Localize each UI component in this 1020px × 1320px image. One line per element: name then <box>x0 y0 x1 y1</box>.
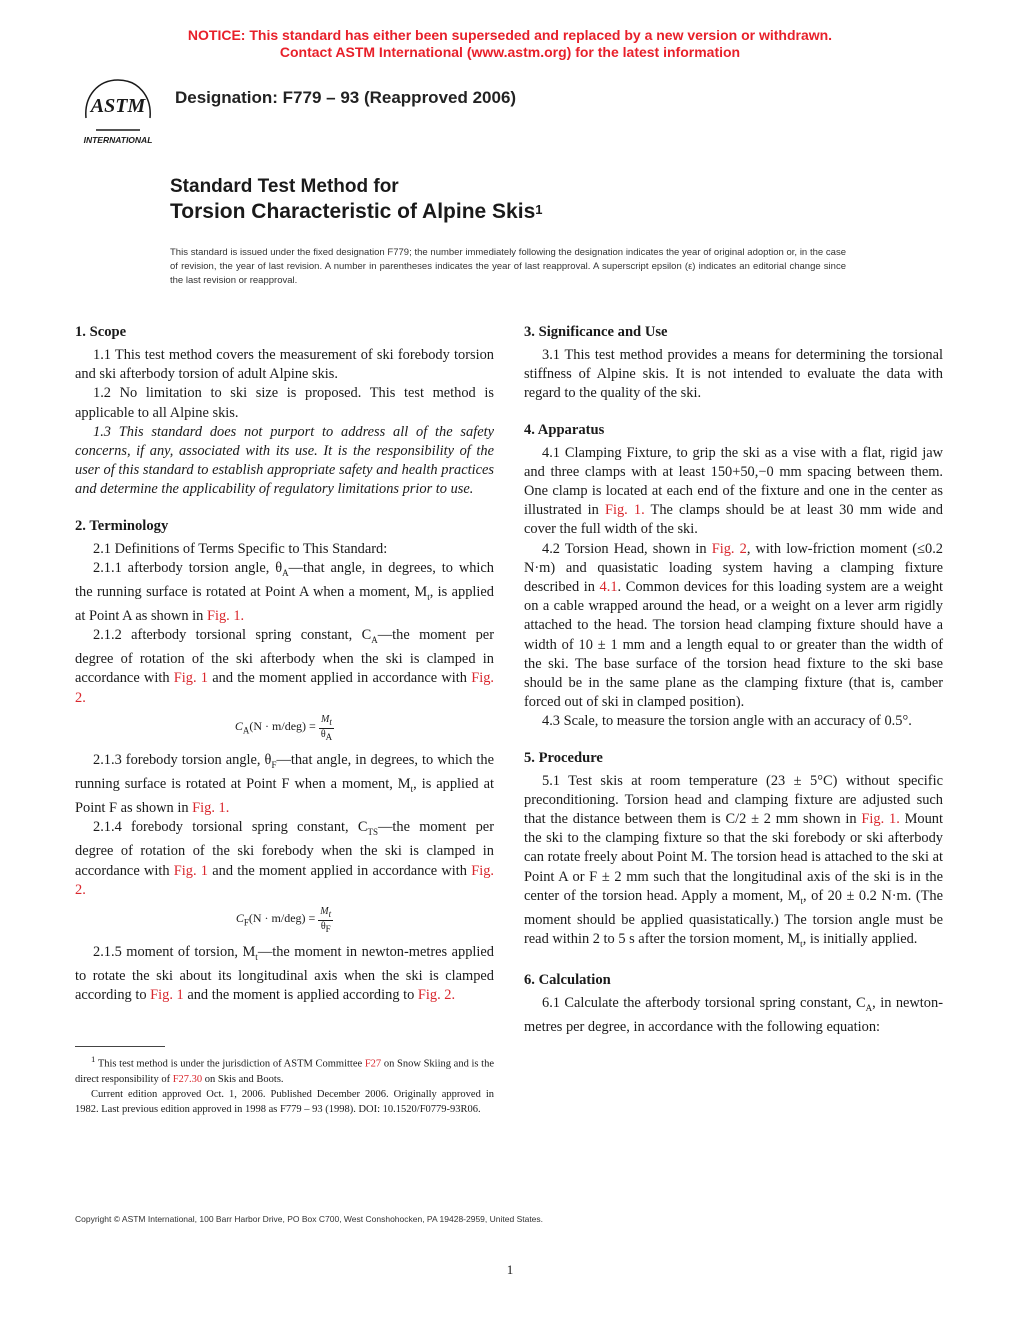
notice-line-1: NOTICE: This standard has either been superseded and replaced by a new version or withdrawn. <box>187 27 833 43</box>
para-4-3: 4.3 Scale, to measure the torsion angle with an accuracy of 0.5°. <box>542 713 912 730</box>
para-2-1-2: 2.1.2 afterbody torsional spring constant, $C_A—the$ moment per degree of rotation of the ski afterbody when the ski is clamped in accordance with Fig. 1 and the moment applied in accordance with Fig. 2. <box>75 627 495 706</box>
fig-1-link[interactable]: Fig. 1 <box>150 987 184 1004</box>
para-6-1: 6.1 Calculate the afterbody torsional spring constant, $C_A$, in newton-metres per degree, in accordance with the following equation: <box>524 995 943 1036</box>
title-line-2-text: Torsion Characteristic of Alpine Skis <box>170 200 536 223</box>
section-heading-apparatus: 4. Apparatus <box>524 421 605 438</box>
supersede-notice <box>0 27 1020 61</box>
para-5-1: 5.1 Test skis at room temperature (23 ± 5°C) without specific preconditioning. Torsion head and clamping fixture are adjusted such that the distance between them is C/2 ± 2 mm shown in Fig. 1. Mount the ski to the clamping fixture so that the ski forebody or ski afterbody can rotate freely about Point M. The torsion head is attached to the ski at Point A or F ± 2 mm such that the longitudinal axis of the ski is in the center of the torsion head. Apply a moment, $M_t$, of 20 ± 0.2 N·m. (The moment should be applied quasistatically.) The torsion angle must be read within 2 to 5 s after the torsion moment, $M_t$, is initially applied. <box>524 772 944 950</box>
footnote-divider <box>75 1046 165 1047</box>
document-title <box>170 175 543 225</box>
fig-1-link[interactable]: Fig. 1 <box>173 862 208 879</box>
para-1-3: 1.3 This standard does not purport to address all of the safety concerns, if any, associated with its use. It is the responsibility of the user of this standard to establish appropriate safety and health practices and determine the applicability of regulatory limitations prior to use. <box>75 423 494 498</box>
fig-1-link[interactable]: Fig. 1 <box>173 670 208 687</box>
fig-1-link[interactable]: Fig. 1. <box>206 607 245 624</box>
section-heading-procedure: 5. Procedure <box>524 749 603 766</box>
equation-forebody: $C_F(N \cdot m/deg)$ = $\frac{M_t}{\theta_F}$ <box>235 905 332 934</box>
fig-2-link[interactable]: Fig. 2 <box>711 540 747 557</box>
fig-1-link[interactable]: Fig. 1. <box>604 502 645 519</box>
para-1-1: 1.1 This test method covers the measurement of ski forebody torsion and ski afterbody torsion of adult Alpine skis. <box>75 347 494 383</box>
equation-afterbody: $C_A(N \cdot m/deg)$ = $\frac{M_t}{\theta_A}$ <box>234 713 333 742</box>
para-2-1-4: 2.1.4 forebody torsional spring constant, $C_{TS}—the$ moment per degree of rotation of the ski forebody when the ski is clamped in accordance with Fig. 1 and the moment applied in accordance with Fig. 2. <box>75 819 495 898</box>
section-heading-scope: 1. Scope <box>75 324 127 340</box>
fig-2-link[interactable]: Fig. 2. <box>75 670 495 706</box>
logo-subtitle: INTERNATIONAL <box>83 135 153 145</box>
section-heading-calculation: 6. Calculation <box>524 972 611 989</box>
committee-f27-link[interactable]: F27 <box>364 1058 382 1070</box>
para-2-1-3: 2.1.3 forebody torsion angle, $\theta_F—that$ angle, in degrees, to which the running surface is rotated at Point F when a moment, $M_t$, is applied at Point F as shown in Fig. 1. <box>75 751 495 817</box>
title-line-2 <box>170 199 543 225</box>
section-heading-terminology: 2. Terminology <box>75 517 169 534</box>
designation: Designation: F779 – 93 (Reapproved 2006) <box>175 88 517 107</box>
section-4-1-link[interactable]: 4.1 <box>599 579 618 596</box>
title-line-1: Standard Test Method for <box>170 176 399 197</box>
fig-1-link[interactable]: Fig. 1. <box>861 811 900 828</box>
para-2-1-1: 2.1.1 afterbody torsion angle, $\theta_A—that$ angle, in degrees, to which the running surface is rotated at Point A when a moment, $M_t$, is applied at Point A as shown in Fig. 1. <box>75 559 494 624</box>
footnote-para-2: Current edition approved Oct. 1, 2006. Published December 2006. Originally approved in 1982. Last previous edition approved in 1998 as F779 – 93 (1998). DOI: 10.1520/F0779-93R06. <box>75 1088 494 1115</box>
copyright: Copyright © ASTM International, 100 Barr Harbor Drive, PO Box C700, West Conshohocken, PA 19428-2959, United States. <box>75 1214 544 1224</box>
fig-2-link[interactable]: Fig. 2. <box>75 862 495 898</box>
para-2-1: 2.1 Definitions of Terms Specific to This Standard: <box>93 540 388 557</box>
para-2-1-5: 2.1.5 moment of torsion, $M_t—the$ moment in newton-metres applied to rotate the ski about its longitudinal axis when the ski is clamped according to Fig. 1 and the moment is applied according to Fig. 2. <box>75 943 494 1004</box>
footnote <box>75 1052 494 1117</box>
section-heading-significance: 3. Significance and Use <box>524 324 668 340</box>
right-column <box>524 322 943 1038</box>
issue-note: This standard is issued under the fixed designation F779; the number immediately following the designation indicates the year of original adoption or, in the case of revision, the year of last revision. A number in parentheses indicates the year of last reapproval. A superscript epsilon (ε) indicates an editorial change since the last revision or reapproval. <box>170 247 846 286</box>
para-1-2: 1.2 No limitation to ski size is proposed. This test method is applicable to all Alpine skis. <box>75 385 494 421</box>
footnote-para-1: $^1$ This test method is under the jurisdiction of ASTM Committee F27 on Snow Skiing and is the direct responsibility of F27.30 on Skis and Boots. <box>75 1054 495 1085</box>
title-footnote-mark: 1 <box>535 202 543 217</box>
logo-letters: ASTM <box>90 95 146 117</box>
para-4-2: 4.2 Torsion Head, shown in Fig. 2, with low-friction moment (≤0.2 N·m) and quasistatic loading system having a clamping fixture described in 4.1. Common devices for this loading system are a weight on a cable wrapped around the head, or a weight on a lever arm rigidly attached to the head. The torsion head clamping fixture should have a width of 10 ± 1 mm and a length equal to or greater than the width of the ski. The base surface of the torsion head fixture to the ski base should be in the same plane as the clamping fixture (that is, camber forced out of ski in clamped position). <box>524 540 944 711</box>
para-3-1: 3.1 This test method provides a means for determining the torsional stiffness of Alpine skis. It is not intended to evaluate the data with regard to the quality of the ski. <box>524 347 943 402</box>
subcommittee-f27-30-link[interactable]: F27.30 <box>172 1073 203 1085</box>
left-column <box>75 322 494 1005</box>
fig-1-link[interactable]: Fig. 1. <box>192 800 230 817</box>
astm-logo <box>76 74 160 148</box>
fig-2-link[interactable]: Fig. 2. <box>417 987 456 1004</box>
page-number: 1 <box>506 1262 514 1277</box>
notice-line-2: Contact ASTM International (www.astm.org) for the latest information <box>279 44 741 60</box>
para-4-1: 4.1 Clamping Fixture, to grip the ski as a vise with a flat, rigid jaw and three clamps with at least 150+50,−0 mm spacing between them. One clamp is located at each end of the fixture and one in the center as illustrated in Fig. 1. The clamps should be at least 30 mm wide and cover the full width of the ski. <box>524 444 944 538</box>
